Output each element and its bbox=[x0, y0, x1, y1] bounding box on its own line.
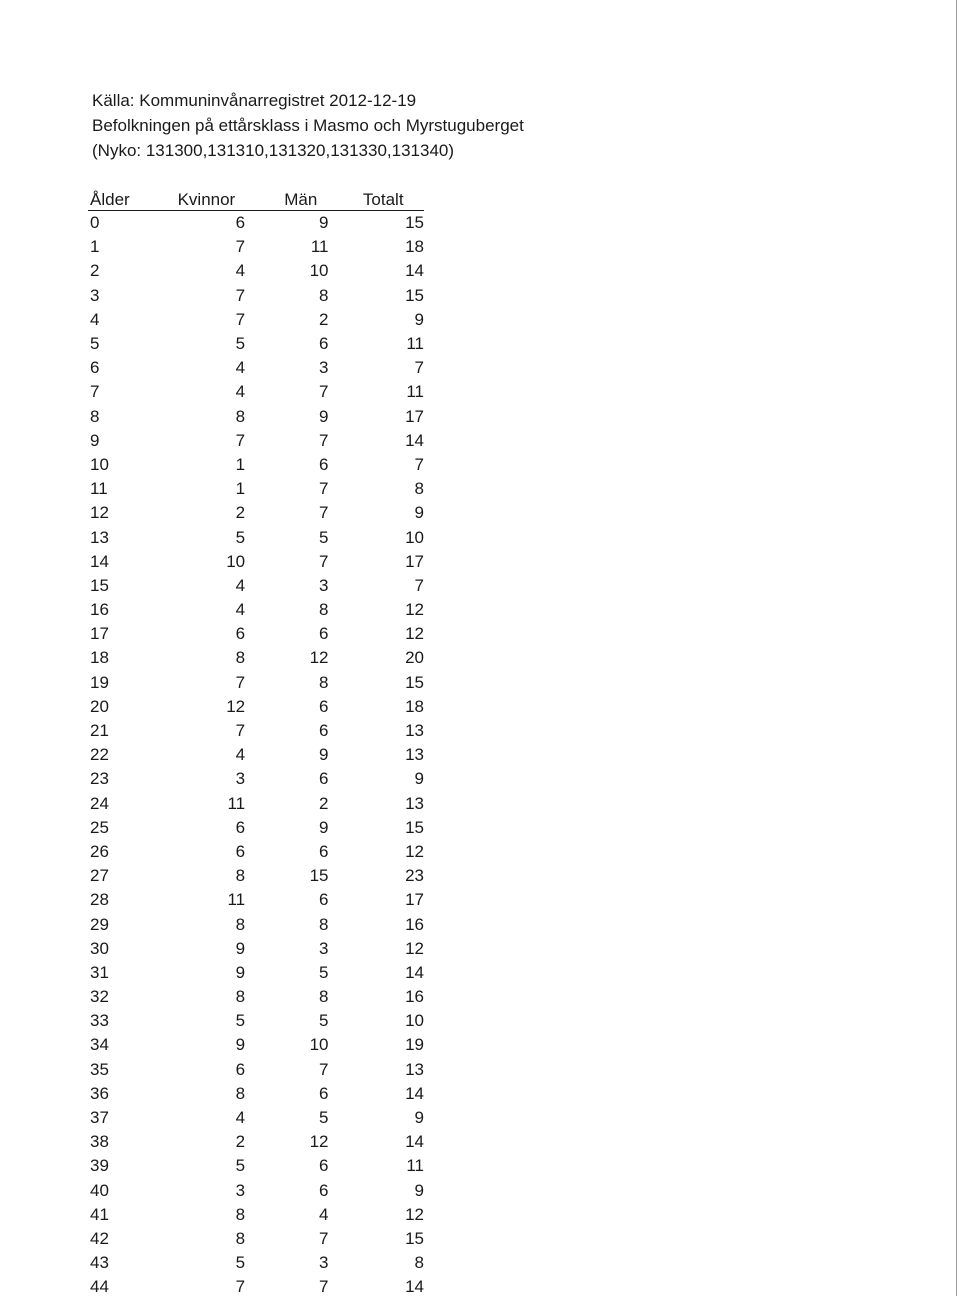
table-row bbox=[88, 1251, 424, 1275]
cell-total: 16 bbox=[342, 912, 424, 936]
cell-total: 13 bbox=[342, 719, 424, 743]
cell-women: 7 bbox=[154, 429, 259, 453]
cell-men: 4 bbox=[259, 1203, 342, 1227]
cell-women: 1 bbox=[154, 477, 259, 501]
table-row bbox=[88, 550, 424, 574]
cell-total: 17 bbox=[342, 405, 424, 429]
table-row bbox=[88, 525, 424, 549]
table-row bbox=[88, 1179, 424, 1203]
cell-women: 5 bbox=[154, 1009, 259, 1033]
cell-men: 11 bbox=[259, 235, 342, 259]
table-row bbox=[88, 380, 424, 404]
cell-age: 14 bbox=[88, 550, 154, 574]
table-row bbox=[88, 1082, 424, 1106]
table-row bbox=[88, 888, 424, 912]
cell-age: 19 bbox=[88, 671, 154, 695]
cell-age: 9 bbox=[88, 429, 154, 453]
cell-total: 9 bbox=[342, 1179, 424, 1203]
table-row bbox=[88, 1009, 424, 1033]
table-row bbox=[88, 477, 424, 501]
table-row bbox=[88, 671, 424, 695]
table-row bbox=[88, 1033, 424, 1057]
cell-women: 4 bbox=[154, 598, 259, 622]
cell-women: 6 bbox=[154, 816, 259, 840]
cell-age: 36 bbox=[88, 1082, 154, 1106]
cell-men: 6 bbox=[259, 622, 342, 646]
cell-age: 24 bbox=[88, 792, 154, 816]
cell-age: 37 bbox=[88, 1106, 154, 1130]
table-row bbox=[88, 646, 424, 670]
cell-age: 23 bbox=[88, 767, 154, 791]
cell-women: 10 bbox=[154, 550, 259, 574]
cell-men: 6 bbox=[259, 767, 342, 791]
cell-total: 17 bbox=[342, 550, 424, 574]
cell-total: 8 bbox=[342, 477, 424, 501]
cell-men: 5 bbox=[259, 525, 342, 549]
cell-total: 16 bbox=[342, 985, 424, 1009]
table-row bbox=[88, 235, 424, 259]
cell-total: 10 bbox=[342, 1009, 424, 1033]
cell-men: 5 bbox=[259, 961, 342, 985]
cell-age: 42 bbox=[88, 1227, 154, 1251]
cell-age: 21 bbox=[88, 719, 154, 743]
cell-women: 4 bbox=[154, 356, 259, 380]
cell-total: 23 bbox=[342, 864, 424, 888]
cell-women: 11 bbox=[154, 888, 259, 912]
cell-total: 19 bbox=[342, 1033, 424, 1057]
cell-age: 33 bbox=[88, 1009, 154, 1033]
cell-men: 15 bbox=[259, 864, 342, 888]
cell-age: 32 bbox=[88, 985, 154, 1009]
cell-age: 0 bbox=[88, 211, 154, 236]
table-row bbox=[88, 1203, 424, 1227]
cell-age: 5 bbox=[88, 332, 154, 356]
cell-total: 14 bbox=[342, 1082, 424, 1106]
source-line: Källa: Kommuninvånarregistret 2012-12-19 bbox=[92, 88, 524, 113]
table-body bbox=[88, 211, 424, 1299]
cell-women: 6 bbox=[154, 622, 259, 646]
cell-total: 9 bbox=[342, 767, 424, 791]
cell-women: 4 bbox=[154, 743, 259, 767]
cell-total: 11 bbox=[342, 332, 424, 356]
cell-women: 6 bbox=[154, 1058, 259, 1082]
table-row bbox=[88, 405, 424, 429]
table-row bbox=[88, 574, 424, 598]
cell-men: 7 bbox=[259, 501, 342, 525]
cell-age: 26 bbox=[88, 840, 154, 864]
table-row bbox=[88, 453, 424, 477]
table-row bbox=[88, 1227, 424, 1251]
population-table-wrap bbox=[88, 184, 424, 1299]
cell-men: 7 bbox=[259, 1227, 342, 1251]
cell-total: 13 bbox=[342, 743, 424, 767]
cell-age: 40 bbox=[88, 1179, 154, 1203]
title-line: Befolkningen på ettårsklass i Masmo och Myrstuguberget bbox=[92, 113, 524, 138]
cell-women: 6 bbox=[154, 211, 259, 236]
table-row bbox=[88, 501, 424, 525]
cell-men: 3 bbox=[259, 1251, 342, 1275]
cell-total: 7 bbox=[342, 356, 424, 380]
cell-women: 5 bbox=[154, 1154, 259, 1178]
cell-men: 2 bbox=[259, 308, 342, 332]
cell-age: 2 bbox=[88, 259, 154, 283]
cell-total: 18 bbox=[342, 235, 424, 259]
table-header-row bbox=[88, 184, 424, 211]
table-row bbox=[88, 937, 424, 961]
cell-age: 29 bbox=[88, 912, 154, 936]
cell-men: 2 bbox=[259, 792, 342, 816]
cell-age: 11 bbox=[88, 477, 154, 501]
cell-age: 15 bbox=[88, 574, 154, 598]
header-women: Kvinnor bbox=[154, 184, 259, 211]
cell-men: 5 bbox=[259, 1009, 342, 1033]
cell-men: 8 bbox=[259, 284, 342, 308]
cell-total: 7 bbox=[342, 574, 424, 598]
cell-total: 14 bbox=[342, 429, 424, 453]
table-row bbox=[88, 743, 424, 767]
cell-age: 41 bbox=[88, 1203, 154, 1227]
cell-total: 15 bbox=[342, 284, 424, 308]
cell-men: 10 bbox=[259, 1033, 342, 1057]
cell-women: 4 bbox=[154, 380, 259, 404]
table-row bbox=[88, 985, 424, 1009]
document-header bbox=[92, 88, 524, 163]
cell-total: 9 bbox=[342, 1106, 424, 1130]
cell-total: 13 bbox=[342, 792, 424, 816]
table-row bbox=[88, 1154, 424, 1178]
cell-total: 9 bbox=[342, 308, 424, 332]
cell-total: 8 bbox=[342, 1251, 424, 1275]
cell-age: 4 bbox=[88, 308, 154, 332]
population-table bbox=[88, 184, 424, 1299]
cell-total: 15 bbox=[342, 816, 424, 840]
cell-women: 3 bbox=[154, 1179, 259, 1203]
cell-age: 39 bbox=[88, 1154, 154, 1178]
cell-men: 6 bbox=[259, 719, 342, 743]
cell-women: 7 bbox=[154, 308, 259, 332]
cell-men: 12 bbox=[259, 1130, 342, 1154]
cell-women: 4 bbox=[154, 1106, 259, 1130]
cell-age: 27 bbox=[88, 864, 154, 888]
cell-women: 8 bbox=[154, 1227, 259, 1251]
cell-men: 8 bbox=[259, 985, 342, 1009]
cell-age: 35 bbox=[88, 1058, 154, 1082]
cell-age: 18 bbox=[88, 646, 154, 670]
cell-men: 7 bbox=[259, 1058, 342, 1082]
cell-women: 1 bbox=[154, 453, 259, 477]
cell-women: 7 bbox=[154, 284, 259, 308]
cell-women: 8 bbox=[154, 912, 259, 936]
table-row bbox=[88, 816, 424, 840]
cell-age: 8 bbox=[88, 405, 154, 429]
cell-total: 18 bbox=[342, 695, 424, 719]
cell-age: 12 bbox=[88, 501, 154, 525]
cell-age: 6 bbox=[88, 356, 154, 380]
cell-age: 25 bbox=[88, 816, 154, 840]
table-row bbox=[88, 211, 424, 236]
cell-men: 9 bbox=[259, 405, 342, 429]
cell-age: 13 bbox=[88, 525, 154, 549]
cell-men: 6 bbox=[259, 840, 342, 864]
cell-total: 12 bbox=[342, 1203, 424, 1227]
cell-men: 9 bbox=[259, 816, 342, 840]
table-row bbox=[88, 1130, 424, 1154]
cell-women: 7 bbox=[154, 1275, 259, 1299]
cell-women: 8 bbox=[154, 1203, 259, 1227]
table-row bbox=[88, 840, 424, 864]
table-row bbox=[88, 1058, 424, 1082]
cell-men: 3 bbox=[259, 937, 342, 961]
cell-total: 17 bbox=[342, 888, 424, 912]
table-row bbox=[88, 622, 424, 646]
cell-age: 38 bbox=[88, 1130, 154, 1154]
cell-women: 2 bbox=[154, 501, 259, 525]
cell-total: 12 bbox=[342, 622, 424, 646]
cell-women: 8 bbox=[154, 405, 259, 429]
cell-men: 6 bbox=[259, 332, 342, 356]
cell-age: 1 bbox=[88, 235, 154, 259]
cell-total: 9 bbox=[342, 501, 424, 525]
table-row bbox=[88, 961, 424, 985]
table-row bbox=[88, 767, 424, 791]
table-row bbox=[88, 429, 424, 453]
cell-age: 31 bbox=[88, 961, 154, 985]
cell-women: 9 bbox=[154, 961, 259, 985]
cell-men: 6 bbox=[259, 1082, 342, 1106]
cell-men: 7 bbox=[259, 477, 342, 501]
cell-age: 16 bbox=[88, 598, 154, 622]
table-row bbox=[88, 912, 424, 936]
cell-men: 6 bbox=[259, 695, 342, 719]
cell-total: 14 bbox=[342, 259, 424, 283]
cell-men: 12 bbox=[259, 646, 342, 670]
cell-women: 7 bbox=[154, 671, 259, 695]
cell-age: 30 bbox=[88, 937, 154, 961]
cell-total: 14 bbox=[342, 1130, 424, 1154]
cell-men: 6 bbox=[259, 453, 342, 477]
cell-total: 7 bbox=[342, 453, 424, 477]
cell-women: 7 bbox=[154, 235, 259, 259]
cell-age: 22 bbox=[88, 743, 154, 767]
cell-total: 10 bbox=[342, 525, 424, 549]
table-row bbox=[88, 259, 424, 283]
cell-women: 12 bbox=[154, 695, 259, 719]
cell-total: 14 bbox=[342, 1275, 424, 1299]
cell-women: 5 bbox=[154, 525, 259, 549]
table-row bbox=[88, 308, 424, 332]
header-total: Totalt bbox=[342, 184, 424, 211]
codes-line: (Nyko: 131300,131310,131320,131330,131340) bbox=[92, 138, 524, 163]
table-row bbox=[88, 598, 424, 622]
cell-total: 12 bbox=[342, 937, 424, 961]
cell-total: 11 bbox=[342, 1154, 424, 1178]
table-row bbox=[88, 356, 424, 380]
cell-men: 9 bbox=[259, 211, 342, 236]
cell-men: 8 bbox=[259, 671, 342, 695]
cell-women: 4 bbox=[154, 574, 259, 598]
cell-women: 5 bbox=[154, 332, 259, 356]
cell-total: 13 bbox=[342, 1058, 424, 1082]
cell-total: 12 bbox=[342, 598, 424, 622]
cell-men: 7 bbox=[259, 429, 342, 453]
table-row bbox=[88, 792, 424, 816]
cell-age: 44 bbox=[88, 1275, 154, 1299]
cell-total: 15 bbox=[342, 671, 424, 695]
cell-men: 6 bbox=[259, 888, 342, 912]
cell-total: 11 bbox=[342, 380, 424, 404]
cell-total: 14 bbox=[342, 961, 424, 985]
table-row bbox=[88, 332, 424, 356]
cell-men: 8 bbox=[259, 598, 342, 622]
cell-total: 15 bbox=[342, 211, 424, 236]
cell-men: 7 bbox=[259, 1275, 342, 1299]
cell-men: 7 bbox=[259, 550, 342, 574]
cell-age: 3 bbox=[88, 284, 154, 308]
cell-women: 8 bbox=[154, 646, 259, 670]
header-age: Ålder bbox=[88, 184, 154, 211]
table-row bbox=[88, 864, 424, 888]
cell-age: 7 bbox=[88, 380, 154, 404]
table-row bbox=[88, 284, 424, 308]
cell-women: 8 bbox=[154, 1082, 259, 1106]
cell-age: 10 bbox=[88, 453, 154, 477]
header-men: Män bbox=[259, 184, 342, 211]
cell-total: 12 bbox=[342, 840, 424, 864]
cell-men: 6 bbox=[259, 1179, 342, 1203]
cell-age: 20 bbox=[88, 695, 154, 719]
cell-men: 6 bbox=[259, 1154, 342, 1178]
cell-age: 34 bbox=[88, 1033, 154, 1057]
cell-age: 28 bbox=[88, 888, 154, 912]
table-row bbox=[88, 1106, 424, 1130]
table-row bbox=[88, 719, 424, 743]
cell-men: 10 bbox=[259, 259, 342, 283]
cell-age: 17 bbox=[88, 622, 154, 646]
cell-total: 15 bbox=[342, 1227, 424, 1251]
table-row bbox=[88, 1275, 424, 1299]
cell-women: 7 bbox=[154, 719, 259, 743]
cell-women: 9 bbox=[154, 937, 259, 961]
cell-men: 3 bbox=[259, 356, 342, 380]
cell-total: 20 bbox=[342, 646, 424, 670]
cell-age: 43 bbox=[88, 1251, 154, 1275]
cell-men: 3 bbox=[259, 574, 342, 598]
cell-women: 6 bbox=[154, 840, 259, 864]
page-edge-line bbox=[956, 0, 957, 1296]
cell-women: 9 bbox=[154, 1033, 259, 1057]
cell-women: 11 bbox=[154, 792, 259, 816]
cell-men: 5 bbox=[259, 1106, 342, 1130]
cell-women: 3 bbox=[154, 767, 259, 791]
cell-women: 4 bbox=[154, 259, 259, 283]
cell-men: 7 bbox=[259, 380, 342, 404]
cell-women: 8 bbox=[154, 864, 259, 888]
cell-men: 8 bbox=[259, 912, 342, 936]
cell-men: 9 bbox=[259, 743, 342, 767]
cell-women: 5 bbox=[154, 1251, 259, 1275]
cell-women: 2 bbox=[154, 1130, 259, 1154]
cell-women: 8 bbox=[154, 985, 259, 1009]
table-row bbox=[88, 695, 424, 719]
